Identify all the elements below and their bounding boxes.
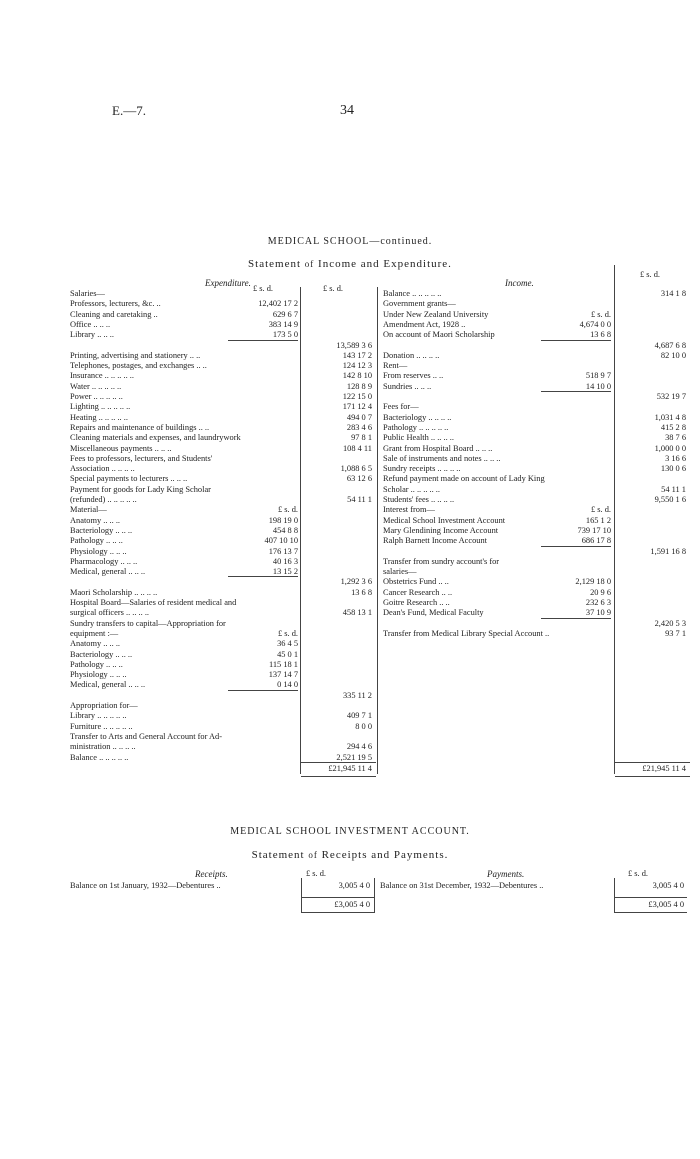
payments-total: £3,005 4 0 [648, 900, 684, 909]
line-item-label: Transfer from Medical Library Special Account .. [383, 628, 550, 638]
line-item-subamount: 13 15 2 [272, 567, 298, 577]
line-item-label: Heating .. .. .. .. .. [70, 412, 128, 422]
line-item-subamount: 383 14 9 [268, 319, 298, 329]
line-item-label: Sundries .. .. .. [383, 381, 432, 391]
line-item-label: Cleaning materials and expenses, and laundrywork [70, 433, 241, 443]
total-rule [301, 762, 376, 763]
line-item-label: Amendment Act, 1928 .. [383, 319, 466, 329]
line-item-amount: 54 11 1 [661, 484, 686, 494]
line-item-subamount: 45 0 1 [277, 649, 298, 659]
line-item-amount: 494 0 7 [346, 412, 372, 422]
line-item-amount: 93 7 1 [665, 628, 686, 638]
line-item-label: Anatomy .. .. .. [70, 515, 121, 525]
line-item-label: Rent— [383, 361, 408, 371]
column-rule [377, 287, 378, 774]
currency-heading-exp-a: £ s. d. [253, 284, 274, 293]
line-item-amount: 2,420 5 3 [654, 618, 686, 628]
receipts-total: £3,005 4 0 [334, 900, 370, 909]
line-item-label: Salaries— [70, 289, 105, 298]
payments-line: Balance on 31st December, 1932—Debentures .. [380, 881, 544, 890]
page-ref: E.—7. [112, 103, 146, 118]
subtotal-rule [541, 618, 611, 619]
line-item-subamount: 14 10 0 [585, 381, 611, 391]
line-item-amount: 8 0 0 [355, 721, 372, 731]
line-item-label: Miscellaneous payments .. .. .. [70, 443, 172, 453]
line-item-amount: 108 4 11 [342, 443, 372, 453]
line-item-label: Water .. .. .. .. .. [70, 381, 122, 391]
line-item-label: Refund payment made on account of Lady King [383, 474, 545, 484]
line-item-label: Government grants— [383, 299, 456, 309]
line-item-label: Students' fees .. .. .. .. [383, 495, 455, 504]
line-item-label: Office .. .. .. [70, 319, 111, 329]
line-item-subamount: 137 14 7 [268, 670, 298, 680]
currency-heading-pay: £ s. d. [628, 869, 649, 878]
line-item-label: Telephones, postages, and exchanges .. .. [70, 361, 207, 371]
line-item-subamount: 37 10 9 [585, 608, 611, 618]
line-item-label: Insurance .. .. .. .. .. [70, 371, 134, 381]
line-item-label: Furniture .. .. .. .. .. [70, 721, 133, 731]
line-item-subamount: 40 16 3 [272, 556, 298, 566]
line-item-label: Physiology .. .. .. [70, 670, 127, 680]
line-item-amount: 9,550 1 6 [654, 495, 686, 504]
line-item-label: Pathology .. .. .. .. .. [383, 422, 449, 432]
line-item-subamount: £ s. d. [277, 628, 298, 638]
line-item-subamount: 407 10 10 [264, 536, 298, 546]
income-total: £21,945 11 4 [642, 764, 686, 773]
line-item-subamount: 173 5 0 [272, 330, 298, 340]
line-item-label: Library .. .. .. .. .. [70, 711, 127, 721]
line-item-label: Interest from— [383, 505, 435, 515]
line-item-label: From reserves .. .. [383, 371, 444, 381]
page-number: 34 [340, 103, 354, 118]
payments-amount: 3,005 4 0 [652, 881, 684, 890]
line-item-label: Pharmacology .. .. .. [70, 556, 138, 566]
column-rule [374, 878, 375, 913]
line-item-amount: 294 4 6 [346, 742, 372, 752]
line-item-subamount: £ s. d. [590, 505, 611, 515]
line-item-label: Professors, lecturers, &c. .. [70, 299, 161, 309]
line-item-subamount: 115 18 1 [268, 659, 298, 669]
subtotal-rule [541, 391, 611, 392]
line-item-label: Grant from Hospital Board .. .. .. [383, 443, 493, 453]
total-rule [302, 912, 374, 913]
line-item-label: (refunded) .. .. .. .. .. [70, 495, 137, 504]
line-item-label: Obstetrics Fund .. .. [383, 577, 449, 587]
line-item-subamount: 4,674 0 0 [579, 319, 611, 329]
line-item-amount: 124 12 3 [342, 361, 372, 371]
line-item-label: Donation .. .. .. .. [383, 350, 440, 360]
line-item-label: Mary Glendining Income Account [383, 525, 499, 535]
currency-heading-exp-b: £ s. d. [323, 284, 344, 293]
line-item-subamount: 629 6 7 [272, 309, 298, 319]
line-item-subamount: 165 1 2 [585, 515, 611, 525]
line-item-label: Balance .. .. .. .. .. [383, 289, 442, 298]
line-item-label: Cleaning and caretaking .. [70, 309, 158, 319]
line-item-subamount: 0 14 0 [277, 680, 298, 690]
line-item-label: Pathology .. .. .. [70, 659, 123, 669]
line-item-label: Physiology .. .. .. [70, 546, 127, 556]
line-item-label: Ralph Barnett Income Account [383, 536, 487, 546]
line-item-subamount: 13 6 8 [590, 330, 611, 340]
subtotal-rule [228, 690, 298, 691]
subtotal-rule [228, 340, 298, 341]
line-item-label: On account of Maori Scholarship [383, 330, 495, 340]
line-item-subamount: £ s. d. [590, 309, 611, 319]
line-item-label: Fees for— [383, 402, 419, 412]
receipts-line: Balance on 1st January, 1932—Debentures .. [70, 881, 221, 890]
line-item-amount: 335 11 2 [342, 690, 372, 700]
line-item-label: Power .. .. .. .. .. [70, 392, 123, 401]
line-item-subamount: 232 6 3 [585, 598, 611, 607]
total-rule [615, 897, 687, 898]
line-item-amount: 122 15 0 [342, 392, 372, 401]
line-item-amount: 97 8 1 [351, 433, 372, 443]
line-item-label: Public Health .. .. .. .. [383, 433, 454, 443]
subtotal-rule [541, 340, 611, 341]
line-item-label: Maori Scholarship .. .. .. .. [70, 587, 158, 597]
line-item-label: Fees to professors, lecturers, and Students' [70, 453, 213, 463]
receipts-amount: 3,005 4 0 [338, 881, 370, 890]
line-item-amount: 142 8 10 [342, 371, 372, 381]
line-item-subamount: 518 9 7 [585, 371, 611, 381]
line-item-amount: 1,031 4 8 [654, 412, 686, 422]
line-item-amount: 171 12 4 [342, 402, 372, 412]
line-item-amount: 82 10 0 [660, 350, 686, 360]
line-item-amount: 13 6 8 [351, 587, 372, 597]
subtotal-rule [228, 576, 298, 577]
line-item-label: Medical, general .. .. .. [70, 567, 146, 577]
line-item-subamount: 686 17 8 [581, 536, 611, 546]
line-item-label: Lighting .. .. .. .. .. [70, 402, 131, 412]
line-item-subamount: 20 9 6 [590, 587, 611, 597]
line-item-subamount: 454 8 8 [272, 525, 298, 535]
line-item-label: Dean's Fund, Medical Faculty [383, 608, 484, 618]
expenditure-total: £21,945 11 4 [328, 764, 372, 773]
income-heading: Income. [505, 278, 534, 288]
line-item-label: Repairs and maintenance of buildings .. .. [70, 422, 210, 432]
total-rule [301, 776, 376, 777]
total-rule [615, 912, 687, 913]
line-item-label: Sundry receipts .. .. .. .. [383, 464, 461, 474]
payments-heading: Payments. [487, 869, 525, 879]
line-item-label: Material— [70, 505, 107, 515]
line-item-label: Cancer Research .. .. [383, 587, 453, 597]
receipts-heading: Receipts. [195, 869, 228, 879]
line-item-amount: 409 7 1 [346, 711, 372, 721]
line-item-amount: 3 16 6 [665, 453, 686, 463]
subtotal-rule [541, 546, 611, 547]
line-item-amount: 38 7 6 [665, 433, 686, 443]
line-item-subamount: 36 4 5 [277, 639, 298, 649]
line-item-subamount: 198 19 0 [268, 515, 298, 525]
total-rule [615, 776, 690, 777]
line-item-label: Bacteriology .. .. .. [70, 649, 133, 659]
section-subtitle: Statement of Income and Expenditure. [248, 258, 452, 270]
line-item-subamount: 176 13 7 [268, 546, 298, 556]
line-item-label: Medical, general .. .. .. [70, 680, 146, 690]
section2-title: MEDICAL SCHOOL INVESTMENT ACCOUNT. [230, 826, 470, 837]
line-item-label: Printing, advertising and stationery .. .. [70, 350, 201, 360]
line-item-label: Payment for goods for Lady King Scholar [70, 484, 211, 494]
line-item-amount: 2,521 19 5 [336, 752, 372, 762]
line-item-label: Bacteriology .. .. .. .. [383, 412, 452, 422]
line-item-label: Balance .. .. .. .. .. [70, 752, 129, 762]
line-item-amount: 4,687 6 8 [654, 340, 686, 350]
line-item-amount: 1,088 6 5 [340, 464, 372, 474]
line-item-label: Appropriation for— [70, 701, 138, 710]
line-item-label: Hospital Board—Salaries of resident medical and [70, 598, 237, 607]
line-item-label: Transfer to Arts and General Account for Ad- [70, 731, 223, 741]
line-item-amount: 1,000 0 0 [654, 443, 686, 453]
line-item-label: equipment :— [70, 628, 119, 638]
line-item-amount: 458 13 1 [342, 608, 372, 618]
total-rule [615, 762, 690, 763]
line-item-label: Sale of instruments and notes .. .. .. [383, 453, 501, 463]
line-item-amount: 13,589 3 6 [336, 340, 372, 350]
section2-subtitle: Statement of Receipts and Payments. [251, 849, 449, 861]
line-item-label: Scholar .. .. .. .. .. [383, 484, 440, 494]
line-item-amount: 143 17 2 [342, 350, 372, 360]
line-item-label: Transfer from sundry account's for [383, 556, 500, 566]
line-item-subamount: 2,129 18 0 [575, 577, 611, 587]
line-item-label: Special payments to lecturers .. .. .. [70, 474, 188, 484]
line-item-amount: 1,292 3 6 [340, 577, 372, 587]
total-rule [302, 897, 374, 898]
line-item-label: Association .. .. .. .. [70, 464, 135, 474]
expenditure-heading: Expenditure. [205, 278, 251, 288]
line-item-label: Sundry transfers to capital—Appropriation for [70, 618, 226, 628]
line-item-subamount: 12,402 17 2 [258, 299, 298, 309]
line-item-subamount: £ s. d. [277, 505, 298, 515]
currency-heading-rec: £ s. d. [306, 869, 327, 878]
line-item-label: Bacteriology .. .. .. [70, 525, 133, 535]
line-item-amount: 314 1 8 [660, 289, 686, 298]
line-item-amount: 63 12 6 [346, 474, 372, 484]
line-item-label: ministration .. .. .. .. [70, 742, 136, 752]
line-item-amount: 1,591 16 8 [650, 546, 686, 556]
line-item-label: Library .. .. .. [70, 330, 114, 340]
line-item-subamount: 739 17 10 [577, 525, 611, 535]
line-item-label: Medical School Investment Account [383, 515, 506, 525]
line-item-amount: 54 11 1 [347, 495, 372, 504]
section-title: MEDICAL SCHOOL—continued. [267, 236, 433, 247]
line-item-amount: 283 4 6 [346, 422, 372, 432]
line-item-amount: 128 8 9 [346, 381, 372, 391]
currency-heading-inc: £ s. d. [640, 270, 661, 279]
line-item-label: Anatomy .. .. .. [70, 639, 121, 649]
line-item-label: Pathology .. .. .. [70, 536, 123, 546]
line-item-label: Under New Zealand University [383, 309, 489, 319]
line-item-label: salaries— [383, 567, 417, 577]
line-item-label: surgical officers .. .. .. .. [70, 608, 150, 618]
line-item-amount: 532 19 7 [656, 392, 686, 401]
line-item-label: Goitre Research .. .. [383, 598, 450, 607]
line-item-amount: 415 2 8 [660, 422, 686, 432]
line-item-amount: 130 0 6 [660, 464, 686, 474]
